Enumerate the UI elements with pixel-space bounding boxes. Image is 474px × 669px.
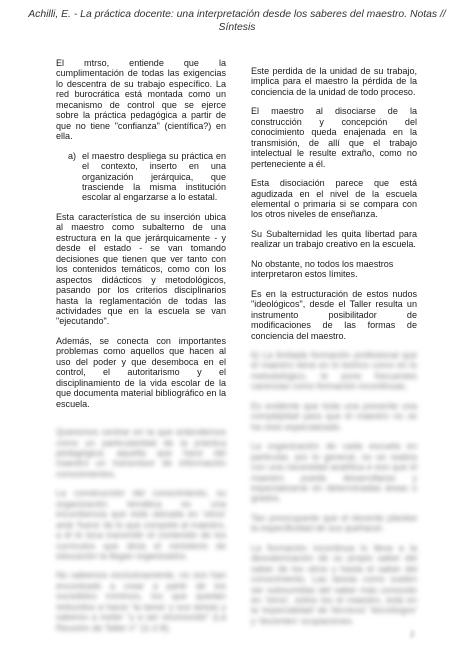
paragraph: Su Subalternidad les quita libertad para realizar un trabajo creativo en la escuela.	[251, 228, 417, 250]
header-line-1: Achilli, E. - La práctica docente: una interpretación desde los saberes del maestro. Notas //	[28, 9, 446, 20]
paragraph: La construcción del conocimiento, su organización temática es una incumbencia que está ubicada en 'otros' ante 'fuera' de lo que compete al maestro, a él le toca transmitir el contenido de los currículos que dicta el ministerio de educación la llegan organizados.	[56, 488, 226, 562]
paragraph: La organización de cada escuela en particular, por lo general, no se realiza con una necesidad analítica e eso que el maestro pueda desarrollarse y especializarse en determinadas áreas o grados.	[251, 441, 417, 504]
paragraph: Queremos centrar en la que entendemos como un particularidad de la práctica pedagógica: aquella que hace del maestro un transmisor de información conocimientos.	[56, 427, 226, 479]
paragraph: El maestro al disociarse de la construcción y concepción del conocimiento queda enajenada en la transmisión, de allí que el trabajo intelectual le resulte extraño, como no perteneciente a él.	[251, 106, 417, 169]
right-column	[251, 58, 417, 635]
header-line-2: Síntesis	[218, 21, 256, 33]
paragraph: Este perdida de la unidad de su trabajo, implica para el maestro la pérdida de la conciencia de la unidad de todo proceso.	[251, 66, 417, 97]
paragraph: b) La limitada formación profesional que el maestro tiene en lo teórico como en lo metodológico, le pone frecuentes carencias como formación incontinuas.	[251, 349, 417, 392]
list-item-text: el maestro despliega su práctica en el contexto, inserto en una organización jerárquica, que trasciende la misma institución escolar al engarzarse a lo estatal.	[82, 150, 226, 203]
paragraph: El mtrso, entiende que la cumplimentación de todas las exigencias lo descentra de su trabajo específico. La red burocrática está montada como un mecanismo de control que se ejerce sobre la práctica pedagógica a partir de que no tiene "confianza" (científica?) en ella.	[56, 58, 226, 142]
paragraph: No sabemos exclusivamente, no son han encontrado a crear a partir de los sucedidos mínimos, los que quedan reducidos a hacer 'la tarea' y sus tareas y saberes a meter "y a ser reconocido" (La Reunión de Taller n° 11-2-8).	[56, 570, 226, 633]
paragraph: Esta característica de su inserción ubica al maestro como subalterno de una estructura en la que jerárquicamente - y desde el estado - se van tomando decisiones que tienen que ver tanto con los contenidos temáticos, como con los aspectos didácticos y metodológicos, pasando por los criterios disciplinarios hasta la reglamentación de todas las actividades que en la escuela se van "ejecutando".	[56, 211, 226, 327]
paragraph: Además, se conecta con importantes problemas como aquellos que hacen al uso del poder y que desemboca en el control, el autoritarismo y el disciplinamiento de la vida escolar de la que documenta material bibliográfico en la escuela.	[56, 335, 226, 409]
paragraph: La formación incontinua lo lleva a la desvalorización de su propio saber del saber de los otros y hasta el saber del conocimiento. Las tareas como suelen ser subsumidas del saber más conocido en 'otros', sobre los el maestro, está en la 'especialidad' de 'técnicos' 'tecnólogos' y 'docentes' ocupaciones.	[251, 542, 417, 626]
paragraph: Es evidente que toda una presente una complejidad para que el maestro no se ha visto especializado.	[251, 400, 417, 432]
left-column	[56, 58, 226, 642]
paragraph: Es en la estructuración de estos nudos "ideológicos", desde el Taller resulta un instrumento posibilitador de modificaciones de las formas de conciencia del maestro.	[251, 288, 417, 341]
paragraph: Tan preocupante que el docente plantee la especificidad de sus quehacer.	[251, 512, 417, 534]
blurred-content	[251, 350, 417, 626]
list-marker: a)	[68, 150, 77, 161]
page-number: 2	[410, 630, 415, 639]
blurred-content	[56, 427, 226, 633]
list-item	[56, 151, 226, 203]
paragraph: No obstante, no todos los maestros interpretaron estos límites.	[251, 258, 394, 280]
paragraph: Esta disociación parece que está agudizada en el nivel de la escuela elemental o primaria si se compara con los otros niveles de enseñanza.	[251, 178, 417, 220]
running-header	[0, 9, 474, 34]
